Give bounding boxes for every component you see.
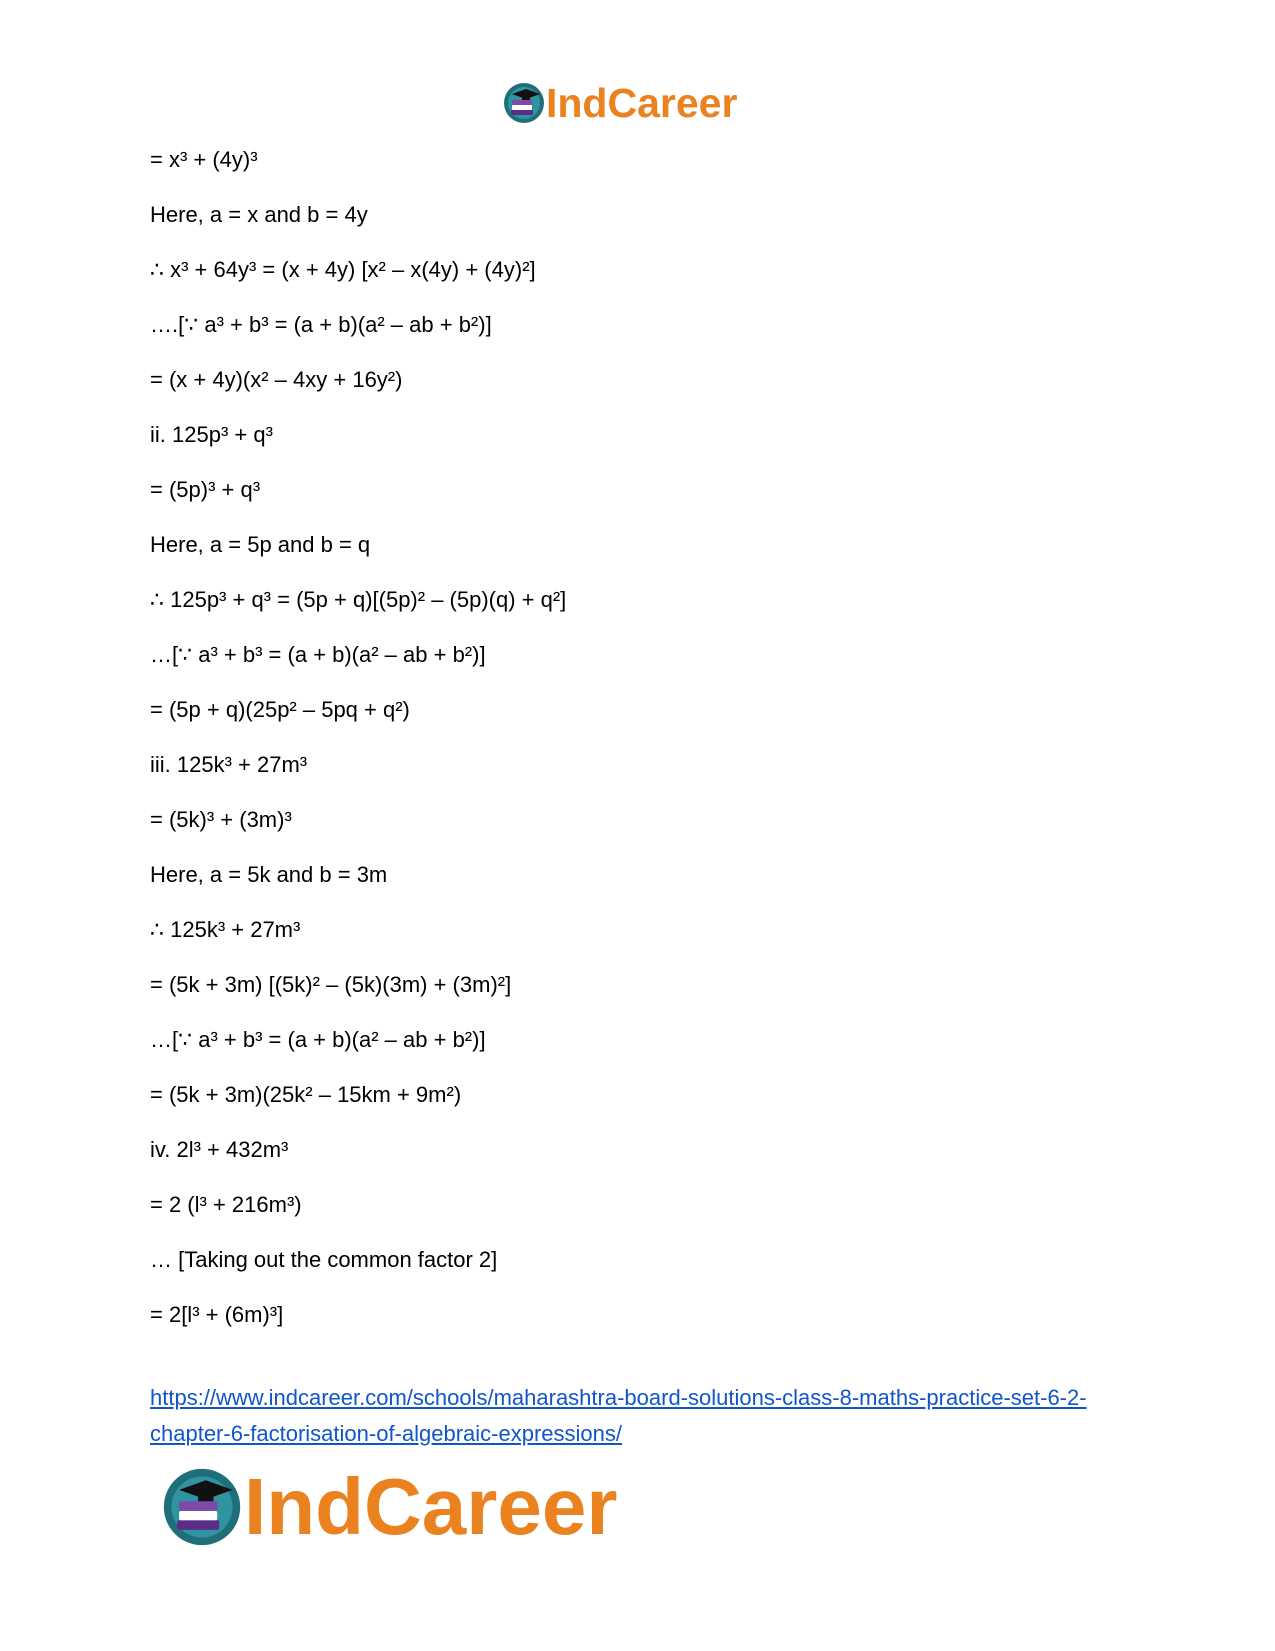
source-link-line-2[interactable]: chapter-6-factorisation-of-algebraic-expressions/	[150, 1421, 622, 1446]
solution-line: ….[∵ a³ + b³ = (a + b)(a² – ab + b²)]	[150, 312, 492, 337]
solution-line: ∴ 125p³ + q³ = (5p + q)[(5p)² – (5p)(q) + q²]	[150, 587, 567, 612]
solution-line: ∴ 125k³ + 27m³	[150, 917, 301, 942]
solution-line: = (5k + 3m)(25k² – 15km + 9m²)	[150, 1082, 462, 1107]
source-link-block	[150, 1380, 1150, 1452]
solution-line: = (5k + 3m) [(5k)² – (5k)(3m) + (3m)²]	[150, 972, 512, 997]
header-logo-text: IndCareer	[546, 79, 738, 126]
footer-logo	[160, 1462, 617, 1552]
solution-line: …[∵ a³ + b³ = (a + b)(a² – ab + b²)]	[150, 642, 486, 667]
solution-line: = 2[l³ + (6m)³]	[150, 1302, 284, 1327]
solution-line: …[∵ a³ + b³ = (a + b)(a² – ab + b²)]	[150, 1027, 486, 1052]
solution-line: iv. 2l³ + 432m³	[150, 1137, 289, 1162]
solution-line: Here, a = 5k and b = 3m	[150, 862, 388, 887]
solution-line: = (5p)³ + q³	[150, 477, 261, 502]
solution-line: … [Taking out the common factor 2]	[150, 1247, 498, 1272]
solution-line: = (5p + q)(25p² – 5pq + q²)	[150, 697, 410, 722]
solution-line: = (5k)³ + (3m)³	[150, 807, 292, 832]
header-logo	[502, 78, 737, 128]
solution-line: = x³ + (4y)³	[150, 147, 258, 172]
solution-line: iii. 125k³ + 27m³	[150, 752, 308, 777]
footer-logo-text: IndCareer	[244, 1462, 618, 1551]
solution-line: Here, a = x and b = 4y	[150, 202, 368, 227]
solution-line: ∴ x³ + 64y³ = (x + 4y) [x² – x(4y) + (4y)²]	[150, 257, 536, 282]
solution-line: = (x + 4y)(x² – 4xy + 16y²)	[150, 367, 403, 392]
graduation-cap-books-globe-icon	[502, 81, 546, 125]
solution-line: = 2 (l³ + 216m³)	[150, 1192, 302, 1217]
source-link-line-1[interactable]: https://www.indcareer.com/schools/maharashtra-board-solutions-class-8-maths-practice-set-6-2-	[150, 1385, 1087, 1410]
solution-content	[150, 145, 1150, 1355]
graduation-cap-books-globe-icon	[160, 1465, 244, 1549]
solution-line: Here, a = 5p and b = q	[150, 532, 371, 557]
solution-line: ii. 125p³ + q³	[150, 422, 273, 447]
